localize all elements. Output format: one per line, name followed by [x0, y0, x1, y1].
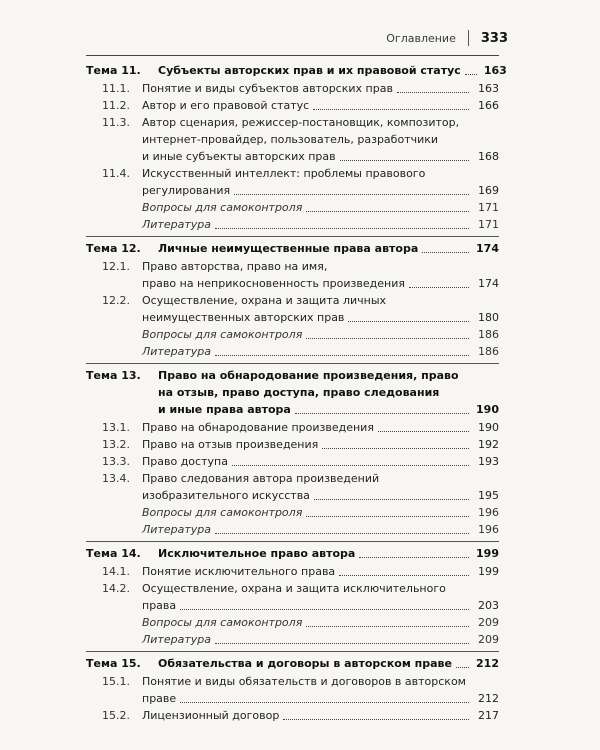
- entry-line: Вопросы для самоконтроля: [142, 328, 303, 341]
- entry-page: 209: [478, 616, 499, 629]
- subitem-number: 11.4.: [102, 167, 130, 180]
- entry-last-line: [142, 487, 499, 504]
- toc-subitem: [86, 436, 499, 453]
- entry-last-line: [142, 419, 499, 436]
- toc-subitem: [86, 114, 499, 165]
- subitem-number: 12.2.: [102, 294, 130, 307]
- toc-extra-item: [86, 631, 499, 648]
- entry-last-line: [142, 521, 499, 538]
- subitem-number: 13.4.: [102, 472, 130, 485]
- table-of-contents: [86, 59, 507, 727]
- toc-subitem: [86, 165, 499, 199]
- toc-subitem: [86, 453, 499, 470]
- dot-leader: [339, 575, 469, 576]
- entry-text: [142, 80, 499, 97]
- entry-lines: [142, 504, 499, 521]
- entry-page: 199: [476, 547, 499, 560]
- dot-leader: [215, 355, 469, 356]
- entry-line: Право авторства, право на имя,: [142, 260, 328, 273]
- entry-last-line: [142, 453, 499, 470]
- entry-text: [142, 504, 499, 521]
- dot-leader: [306, 338, 469, 339]
- entry-lines: [142, 580, 499, 614]
- entry-page: 169: [478, 184, 499, 197]
- entry-lines: [142, 165, 499, 199]
- entry-text: [142, 97, 499, 114]
- topic-number: Тема 15.: [86, 657, 141, 670]
- entry-line: Осуществление, охрана и защита исключительного: [142, 582, 446, 595]
- entry-last-line: [142, 707, 499, 724]
- subitem-number: 13.2.: [102, 438, 130, 451]
- topic-number: Тема 12.: [86, 242, 141, 255]
- subitem-number: 14.2.: [102, 582, 130, 595]
- dot-leader: [422, 252, 469, 253]
- toc-subitem: [86, 580, 499, 614]
- dot-leader: [232, 465, 469, 466]
- entry-lines: [142, 258, 499, 292]
- entry-text: [142, 470, 499, 504]
- entry-line: Личные неимущественные права автора: [158, 242, 419, 255]
- entry-last-line: [142, 690, 499, 707]
- entry-page: 196: [478, 506, 499, 519]
- toc-subitem: [86, 563, 499, 580]
- entry-line: Понятие исключительного права: [142, 565, 336, 578]
- entry-page: 171: [478, 201, 499, 214]
- entry-line: на отзыв, право доступа, право следования: [158, 386, 440, 399]
- entry-line: праве: [142, 692, 177, 705]
- entry-page: 174: [476, 242, 499, 255]
- entry-page: 163: [478, 82, 499, 95]
- entry-last-line: [142, 216, 499, 233]
- entry-lines: [158, 655, 499, 672]
- topic-block: [86, 652, 499, 727]
- entry-line: интернет-провайдер, пользователь, разработчики: [142, 133, 439, 146]
- entry-line: Вопросы для самоконтроля: [142, 506, 303, 519]
- dot-leader: [215, 643, 469, 644]
- entry-line: Обязательства и договоры в авторском праве: [158, 657, 452, 670]
- toc-extra-item: [86, 504, 499, 521]
- subitem-number: 11.1.: [102, 82, 130, 95]
- entry-last-line: [142, 80, 499, 97]
- entry-text: [142, 114, 499, 165]
- entry-lines: [142, 614, 499, 631]
- dot-leader: [313, 109, 469, 110]
- entry-lines: [142, 563, 499, 580]
- entry-lines: [142, 436, 499, 453]
- dot-leader: [314, 499, 469, 500]
- entry-last-line: [158, 401, 499, 418]
- entry-last-line: [142, 97, 499, 114]
- entry-last-line: [158, 240, 499, 257]
- entry-lines: [142, 521, 499, 538]
- entry-page: 190: [478, 421, 499, 434]
- entry-lines: [142, 199, 499, 216]
- dot-leader: [409, 287, 469, 288]
- entry-text: [158, 655, 499, 672]
- entry-lines: [142, 114, 499, 165]
- entry-lines: [142, 631, 499, 648]
- entry-text: [142, 563, 499, 580]
- entry-page: 195: [478, 489, 499, 502]
- topic-number: Тема 11.: [86, 64, 141, 77]
- toc-subitem: [86, 97, 499, 114]
- entry-line: Понятие и виды субъектов авторских прав: [142, 82, 393, 95]
- dot-leader: [234, 194, 469, 195]
- topic-number: Тема 13.: [86, 369, 141, 382]
- dot-leader: [306, 211, 469, 212]
- entry-text: [158, 367, 499, 418]
- entry-page: 212: [476, 657, 499, 670]
- entry-last-line: [142, 148, 499, 165]
- entry-text: [158, 545, 499, 562]
- entry-line: Субъекты авторских прав и их правовой статус: [158, 64, 461, 77]
- entry-page: 192: [478, 438, 499, 451]
- dot-leader: [348, 321, 469, 322]
- topic-heading: [86, 240, 499, 257]
- toc-subitem: [86, 80, 499, 97]
- topic-number: Тема 14.: [86, 547, 141, 560]
- entry-text: [142, 453, 499, 470]
- entry-lines: [142, 707, 499, 724]
- toc-extra-item: [86, 343, 499, 360]
- entry-line: Право на отзыв произведения: [142, 438, 319, 451]
- toc-subitem: [86, 707, 499, 724]
- entry-line: Вопросы для самоконтроля: [142, 616, 303, 629]
- entry-page: 209: [478, 633, 499, 646]
- entry-line: и иные права автора: [158, 403, 291, 416]
- entry-page: 171: [478, 218, 499, 231]
- entry-last-line: [142, 597, 499, 614]
- entry-line: Литература: [142, 633, 211, 646]
- subitem-number: 11.3.: [102, 116, 130, 129]
- dot-leader: [340, 160, 469, 161]
- dot-leader: [322, 448, 469, 449]
- entry-last-line: [158, 655, 499, 672]
- entry-lines: [142, 453, 499, 470]
- entry-line: Вопросы для самоконтроля: [142, 201, 303, 214]
- entry-page: 163: [483, 64, 507, 77]
- entry-lines: [158, 367, 499, 418]
- toc-subitem: [86, 673, 499, 707]
- entry-line: право на неприкосновенность произведения: [142, 277, 405, 290]
- entry-page: 212: [478, 692, 499, 705]
- entry-text: [142, 199, 499, 216]
- entry-line: Автор сценария, режиссер-постановщик, композитор,: [142, 116, 460, 129]
- entry-text: [142, 165, 499, 199]
- subitem-number: 15.2.: [102, 709, 130, 722]
- toc-subitem: [86, 419, 499, 436]
- entry-last-line: [142, 631, 499, 648]
- entry-page: 166: [478, 99, 499, 112]
- entry-text: [142, 436, 499, 453]
- entry-line: Осуществление, охрана и защита личных: [142, 294, 387, 307]
- entry-lines: [142, 343, 499, 360]
- dot-leader: [378, 431, 469, 432]
- topic-heading: [86, 62, 507, 79]
- toc-subitem: [86, 470, 499, 504]
- entry-last-line: [142, 563, 499, 580]
- subitem-number: 14.1.: [102, 565, 130, 578]
- running-head-separator: [468, 30, 469, 46]
- toc-extra-item: [86, 521, 499, 538]
- entry-text: [158, 240, 499, 257]
- entry-page: 180: [478, 311, 499, 324]
- entry-text: [142, 614, 499, 631]
- subitem-number: 15.1.: [102, 675, 130, 688]
- entry-text: [142, 707, 499, 724]
- entry-text: [158, 62, 507, 79]
- entry-text: [142, 521, 499, 538]
- entry-line: и иные субъекты авторских прав: [142, 150, 336, 163]
- entry-line: Литература: [142, 523, 211, 536]
- entry-text: [142, 326, 499, 343]
- entry-line: Понятие и виды обязательств и договоров в авторском: [142, 675, 466, 688]
- topic-heading: [86, 367, 499, 418]
- toc-extra-item: [86, 199, 499, 216]
- entry-line: Право на обнародование произведения, право: [158, 369, 459, 382]
- entry-page: 193: [478, 455, 499, 468]
- entry-last-line: [142, 275, 499, 292]
- entry-line: регулирования: [142, 184, 231, 197]
- entry-last-line: [158, 62, 507, 79]
- dot-leader: [295, 413, 469, 414]
- entry-page: 186: [478, 328, 499, 341]
- dot-leader: [180, 609, 469, 610]
- topic-block: [86, 59, 507, 237]
- entry-line: Право на обнародование произведения: [142, 421, 374, 434]
- entry-last-line: [142, 199, 499, 216]
- entry-text: [142, 216, 499, 233]
- dot-leader: [215, 533, 469, 534]
- entry-text: [142, 419, 499, 436]
- dot-leader: [306, 516, 469, 517]
- dot-leader: [306, 626, 469, 627]
- entry-page: 203: [478, 599, 499, 612]
- entry-lines: [142, 80, 499, 97]
- entry-last-line: [158, 545, 499, 562]
- entry-text: [142, 258, 499, 292]
- running-head: [386, 30, 508, 46]
- dot-leader: [465, 74, 477, 75]
- entry-page: 217: [478, 709, 499, 722]
- entry-page: 196: [478, 523, 499, 536]
- subitem-number: 12.1.: [102, 260, 130, 273]
- entry-line: Литература: [142, 345, 211, 358]
- entry-lines: [142, 292, 499, 326]
- entry-line: Исключительное право автора: [158, 547, 356, 560]
- entry-page: 190: [476, 403, 499, 416]
- entry-last-line: [142, 326, 499, 343]
- dot-leader: [180, 702, 469, 703]
- entry-line: Лицензионный договор: [142, 709, 280, 722]
- toc-subitem: [86, 258, 499, 292]
- toc-extra-item: [86, 326, 499, 343]
- toc-extra-item: [86, 216, 499, 233]
- entry-text: [142, 673, 499, 707]
- entry-line: Автор и его правовой статус: [142, 99, 310, 112]
- topic-block: [86, 542, 499, 652]
- subitem-number: 13.1.: [102, 421, 130, 434]
- entry-last-line: [142, 343, 499, 360]
- entry-lines: [142, 673, 499, 707]
- entry-lines: [142, 216, 499, 233]
- page-number: 333: [480, 30, 508, 46]
- topic-block: [86, 237, 499, 364]
- entry-page: 186: [478, 345, 499, 358]
- entry-last-line: [142, 309, 499, 326]
- entry-line: Литература: [142, 218, 211, 231]
- entry-text: [142, 343, 499, 360]
- entry-text: [142, 631, 499, 648]
- top-rule: [86, 55, 499, 56]
- entry-last-line: [142, 182, 499, 199]
- subitem-number: 13.3.: [102, 455, 130, 468]
- toc-extra-item: [86, 614, 499, 631]
- topic-block: [86, 364, 499, 542]
- entry-lines: [158, 240, 499, 257]
- entry-line: права: [142, 599, 177, 612]
- entry-line: неимущественных авторских прав: [142, 311, 345, 324]
- entry-line: Право доступа: [142, 455, 228, 468]
- dot-leader: [283, 719, 469, 720]
- entry-text: [142, 580, 499, 614]
- entry-lines: [142, 470, 499, 504]
- topic-heading: [86, 545, 499, 562]
- subitem-number: 11.2.: [102, 99, 130, 112]
- entry-lines: [158, 545, 499, 562]
- entry-page: 199: [478, 565, 499, 578]
- topic-heading: [86, 655, 499, 672]
- entry-page: 174: [478, 277, 499, 290]
- entry-last-line: [142, 614, 499, 631]
- entry-lines: [142, 326, 499, 343]
- entry-text: [142, 292, 499, 326]
- toc-subitem: [86, 292, 499, 326]
- entry-lines: [142, 97, 499, 114]
- entry-last-line: [142, 504, 499, 521]
- dot-leader: [456, 667, 469, 668]
- dot-leader: [397, 92, 469, 93]
- entry-lines: [158, 62, 507, 79]
- entry-line: Право следования автора произведений: [142, 472, 380, 485]
- running-head-title: Оглавление: [386, 31, 456, 45]
- entry-page: 168: [478, 150, 499, 163]
- dot-leader: [215, 228, 469, 229]
- entry-line: изобразительного искусства: [142, 489, 310, 502]
- entry-line: Искусственный интеллект: проблемы правового: [142, 167, 426, 180]
- entry-lines: [142, 419, 499, 436]
- dot-leader: [359, 557, 469, 558]
- entry-last-line: [142, 436, 499, 453]
